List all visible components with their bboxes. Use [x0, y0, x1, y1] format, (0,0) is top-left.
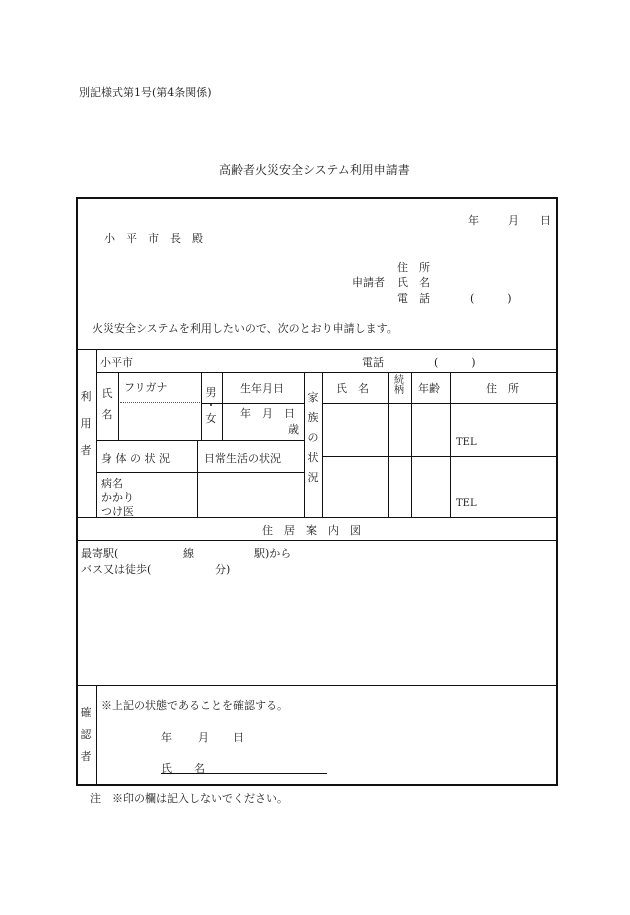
applicant-label: 申請者 [352, 276, 385, 289]
age-suffix: 歳 [288, 423, 299, 436]
bus-walk-prefix: バス又は徒歩( [81, 563, 152, 576]
furigana-dotted-line [120, 402, 200, 403]
station-suffix: 駅)から [254, 547, 292, 560]
applicant-phone-paren: ( ) [470, 292, 512, 305]
user-city: 小平市 [100, 356, 133, 369]
station-prefix: 最寄駅( [81, 547, 119, 560]
applicant-address-label: 住 所 [397, 261, 430, 274]
disease-label: 病名 [101, 477, 123, 490]
family-address-header: 住 所 [486, 382, 519, 395]
family-tel-1: TEL [456, 437, 477, 448]
form-number: 別記様式第1号(第4条関係) [79, 86, 212, 99]
family-tel-2: TEL [456, 498, 477, 509]
addressee: 小 平 市 長 殿 [104, 232, 203, 245]
family-age-header: 年齢 [418, 382, 440, 395]
form-title: 高齢者火災安全システム利用申請書 [219, 163, 410, 177]
confirmer-section-label: 確 認 者 [80, 706, 92, 763]
daily-status-header: 日常生活の状況 [204, 452, 281, 465]
hospital-label: かかり [101, 491, 134, 504]
confirm-year: 年 [161, 731, 172, 744]
birthdate-ymd: 年 月 日 [240, 407, 295, 420]
user-name-label: 氏 名 [101, 387, 113, 421]
family-relation-header: 続 柄 [394, 375, 404, 396]
confirm-name-underline [161, 773, 327, 774]
confirm-name-label: 氏 名 [161, 762, 205, 775]
user-section-label: 利 用 者 [80, 390, 92, 457]
confirm-statement: ※上記の状態であることを確認する。 [101, 699, 288, 712]
sex-label: 男 ・ 女 [205, 386, 217, 425]
family-name-header: 氏 名 [336, 382, 369, 395]
user-phone-label: 電話 [362, 356, 384, 369]
date-month: 月 [508, 214, 519, 227]
birthdate-label: 生年月日 [240, 382, 284, 395]
body-status-header: 身 体 の 状 況 [101, 452, 170, 465]
map-section-title: 住 居 案 内 図 [262, 524, 361, 537]
confirm-day: 日 [233, 731, 244, 744]
date-day: 日 [540, 214, 551, 227]
confirm-month: 月 [198, 731, 209, 744]
station-line-label: 線 [183, 547, 194, 560]
applicant-phone-label: 電 話 [397, 292, 430, 305]
furigana-label: フリガナ [124, 381, 168, 394]
family-section-label: 家 族 の 状 況 [307, 391, 319, 484]
minutes-suffix: 分) [215, 563, 231, 576]
user-phone-paren: ( ) [434, 356, 476, 369]
doctor-label: つけ医 [101, 505, 134, 518]
request-text: 火災安全システムを利用したいので、次のとおり申請します。 [92, 322, 398, 335]
date-year: 年 [468, 214, 479, 227]
footnote: 注 ※印の欄は記入しないでください。 [90, 792, 288, 805]
applicant-name-label: 氏 名 [397, 276, 430, 289]
